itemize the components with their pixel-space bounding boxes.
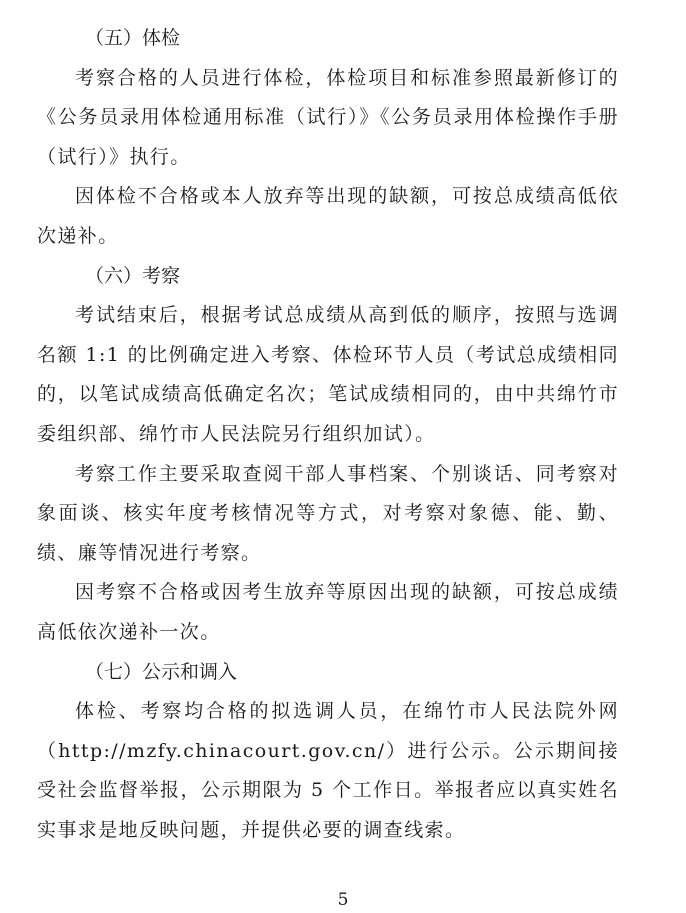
section-heading-inspection: （六）考察: [85, 264, 181, 287]
paragraph-inspection-methods: 考察工作主要采取查阅干部人事档案、个别谈话、同考察对象面谈、核实年度考核情况等方式，对考察对象德、能、勤、绩、廉等情况进行考察。: [37, 462, 619, 564]
paragraph-inspection-ranking: 考试结束后，根据考试总成绩从高到低的顺序，按照与选调名额 1:1 的比例确定进入考察、体检环节人员（考试总成绩相同的，以笔试成绩高低确定名次；笔试成绩相同的，由中共绵竹市委组织部、绵竹市人民法院另行组织加试）。: [37, 304, 619, 445]
section-heading-publicity: （七）公示和调入: [85, 660, 238, 683]
paragraph-exam-standards: 考察合格的人员进行体检，体检项目和标准参照最新修订的《公务员录用体检通用标准（试行）》《公务员录用体检操作手册（试行）》执行。: [37, 66, 619, 168]
section-publicity: [37, 653, 619, 851]
page-number: 5: [337, 890, 349, 910]
paragraph-exam-vacancy: 因体检不合格或本人放弃等出现的缺额，可按总成绩高低依次递补。: [37, 185, 619, 247]
section-inspection: [37, 257, 619, 653]
section-heading-physical-exam: （五）体检: [85, 27, 181, 49]
document-body: [37, 19, 619, 850]
paragraph-inspection-vacancy: 因考察不合格或因考生放弃等原因出现的缺额，可按总成绩高低依次递补一次。: [37, 581, 619, 643]
section-physical-exam: [37, 19, 619, 257]
paragraph-publicity-notice: 体检、考察均合格的拟选调人员，在绵竹市人民法院外网（http://mzfy.chinacourt.gov.cn/）进行公示。公示期间接受社会监督举报，公示期限为 5 个工作日。举报者应以真实姓名实事求是地反映问题，并提供必要的调查线索。: [37, 700, 619, 841]
